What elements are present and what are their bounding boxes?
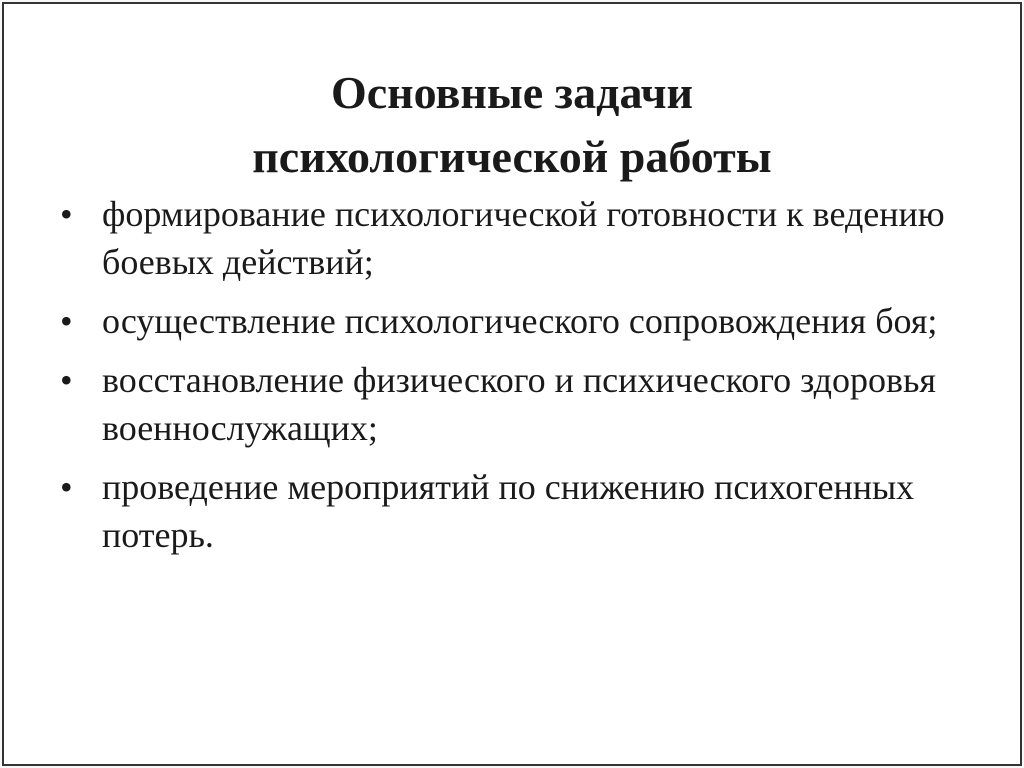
bullet-text-2: осуществление психологического сопровождения боя; <box>102 301 938 341</box>
slide-title <box>4 61 1020 189</box>
bullet-text-1: формирование психологической готовности к ведению боевых действий; <box>102 194 945 282</box>
bullet-item-1 <box>60 190 980 286</box>
bullet-dot-icon: • <box>60 467 73 507</box>
bullet-item-3 <box>60 356 980 452</box>
bullet-text-4: проведение мероприятий по снижению психогенных потерь. <box>102 467 915 555</box>
bullet-item-2 <box>60 297 980 345</box>
bullet-item-4 <box>60 463 980 559</box>
bullet-dot-icon: • <box>60 194 73 234</box>
bullet-dot-icon: • <box>60 360 73 400</box>
bullet-text-3: восстановление физического и психического здоровья военнослужащих; <box>102 360 936 448</box>
bullet-dot-icon: • <box>60 301 73 341</box>
slide-title-line-1: Основные задачи <box>330 66 694 118</box>
bullet-list <box>60 190 980 570</box>
slide-title-line-2: психологической работы <box>252 130 772 182</box>
slide <box>2 2 1022 766</box>
